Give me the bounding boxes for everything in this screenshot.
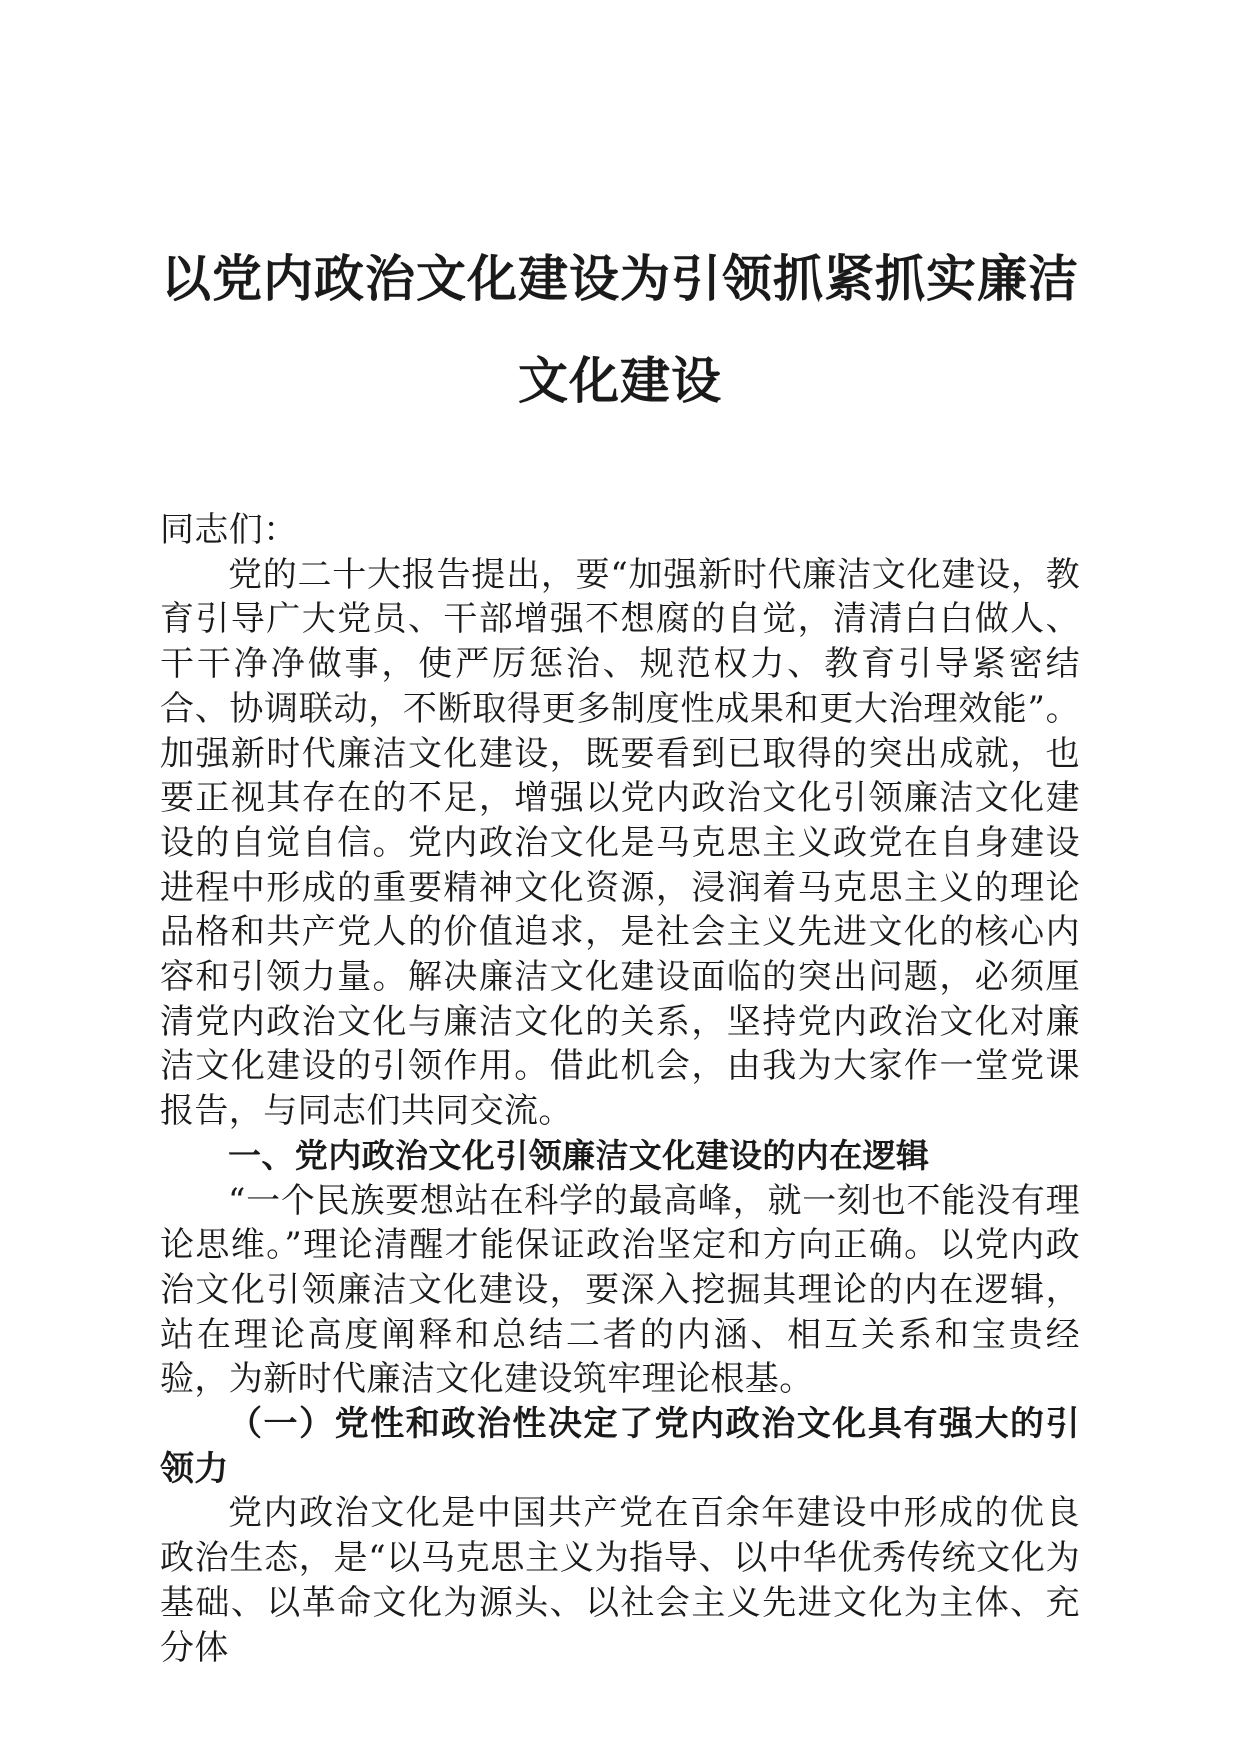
- salutation: 同志们：: [160, 510, 298, 550]
- subsection-heading-1-1: （一）党性和政治性决定了党内政治文化具有强大的引领力: [160, 1404, 1080, 1489]
- section-heading-1: 一、党内政治文化引领廉洁文化建设的内在逻辑: [228, 1135, 930, 1175]
- document-page: [160, 0, 1080, 1754]
- document-title: 以党内政治文化建设为引领抓紧抓实廉洁文化建设: [161, 250, 1079, 410]
- intro-paragraph: 党的二十大报告提出，要“加强新时代廉洁文化建设，教育引导广大党员、干部增强不想腐的自觉，清清白白做人、干干净净做事，使严厉惩治、规范权力、教育引导紧密结合、协调联动，不断取得更多制度性成果和更大治理效能”。加强新时代廉洁文化建设，既要看到已取得的突出成就，也要正视其存在的不足，增强以党内政治文化引领廉洁文化建设的自觉自信。党内政治文化是马克思主义政党在自身建设进程中形成的重要精神文化资源，浸润着马克思主义的理论品格和共产党人的价值追求，是社会主义先进文化的核心内容和引领力量。解决廉洁文化建设面临的突出问题，必须厘清党内政治文化与廉洁文化的关系，坚持党内政治文化对廉洁文化建设的引领作用。借此机会，由我为大家作一堂党课报告，与同志们共同交流。: [160, 554, 1080, 1132]
- document-body: [160, 508, 1080, 1670]
- section-1-paragraph: “一个民族要想站在科学的最高峰，就一刻也不能没有理论思维。”理论清醒才能保证政治坚定和方向正确。以党内政治文化引领廉洁文化建设，要深入挖掘其理论的内在逻辑，站在理论高度阐释和总结二者的内涵、相互关系和宝贵经验，为新时代廉洁文化建设筑牢理论根基。: [160, 1180, 1080, 1400]
- subsection-1-1-paragraph: 党内政治文化是中国共产党在百余年建设中形成的优良政治生态，是“以马克思主义为指导、以中华优秀传统文化为基础、以革命文化为源头、以社会主义先进文化为主体、充分体: [160, 1493, 1080, 1668]
